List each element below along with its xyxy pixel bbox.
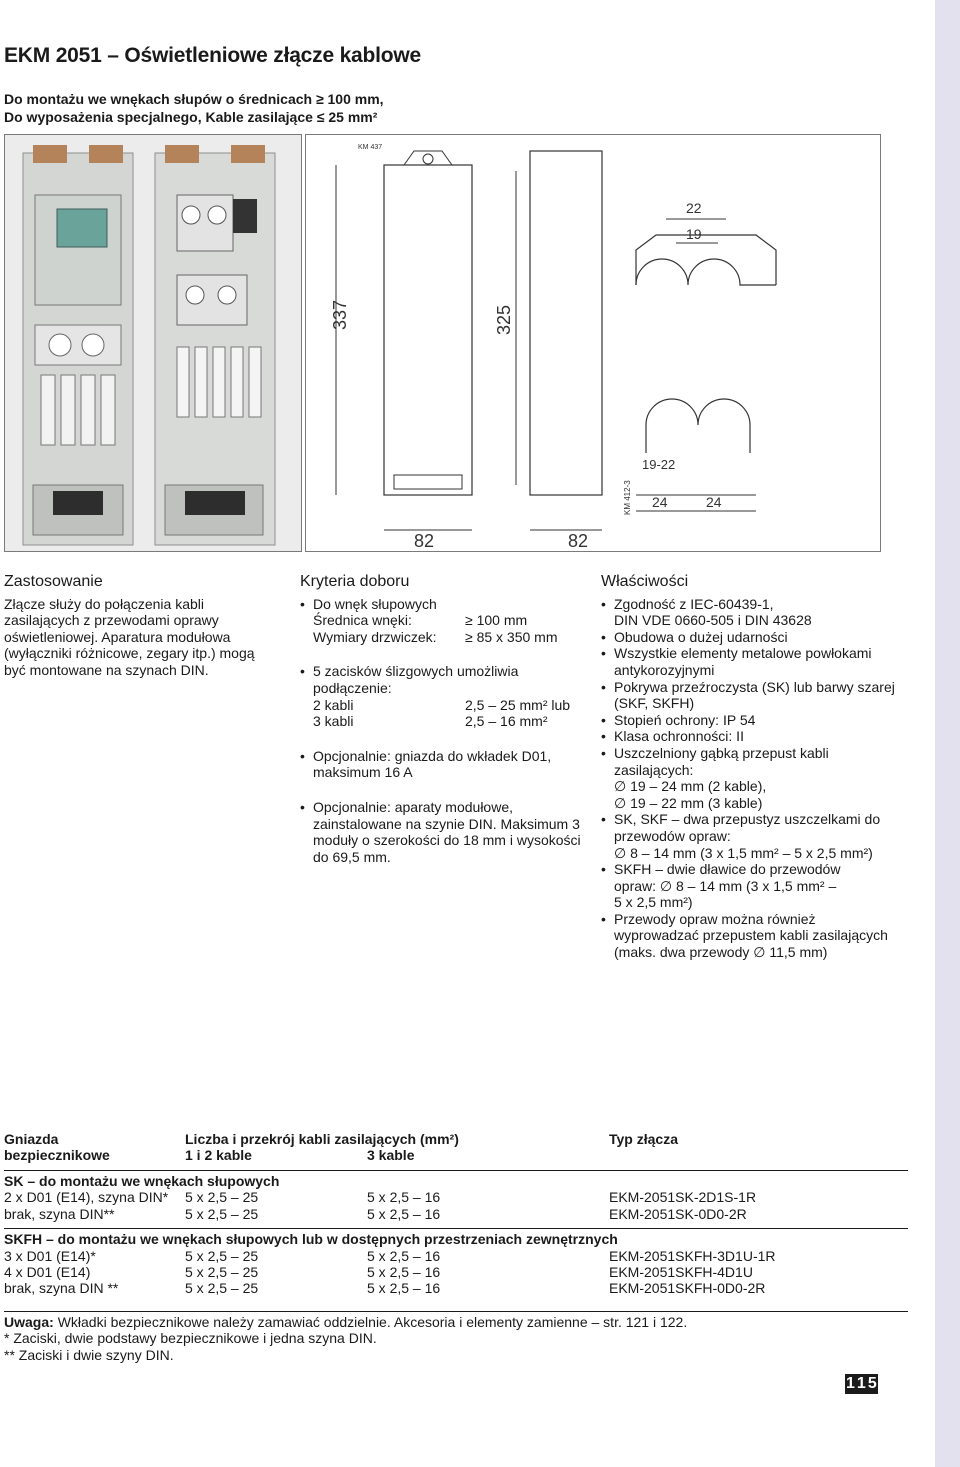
section-zastosowanie <box>4 574 274 679</box>
kryteria-item-aparaty: • Opcjonalnie: aparaty modułowe, zainstalowane na szynie DIN. Maksimum 3 moduły o szerokości do 18 mm i wysokości do 69,5 mm. <box>300 799 590 865</box>
kryteria-item-gniazda: • Opcjonalnie: gniazda do wkładek D01, maksimum 16 A <box>300 748 590 781</box>
table-row: brak, szyna DIN** 5 x 2,5 – 25 5 x 2,5 – 16 EKM-2051SK-0D0-2R <box>4 1205 747 1222</box>
notes <box>4 1311 908 1363</box>
table-header-row-1: Gniazda Liczba i przekrój kabli zasilających (mm²) Typ złącza <box>4 1131 678 1147</box>
technical-drawing <box>305 134 881 552</box>
table-section-skfh: SKFH – do montażu we wnękach słupowych lub w dostępnych przestrzeniach zewnętrznych <box>4 1229 908 1248</box>
table-row: brak, szyna DIN ** 5 x 2,5 – 25 5 x 2,5 – 16 EKM-2051SKFH-0D0-2R <box>4 1280 766 1297</box>
side-color-bar <box>935 0 960 1467</box>
section-kryteria <box>300 574 590 883</box>
dim-82-left: 82 <box>414 531 435 551</box>
zastosowanie-heading: Zastosowanie <box>4 573 103 590</box>
wlasciwosci-heading: Właściwości <box>601 573 689 590</box>
dim-337: 337 <box>330 299 350 330</box>
table-row: 4 x D01 (E14) 5 x 2,5 – 25 5 x 2,5 – 16 EKM-2051SKFH-4D1U <box>4 1264 753 1281</box>
dim-24-right: 24 <box>706 494 722 510</box>
wl-item-4: • Pokrywa przeźroczysta (SK) lub barwy szarej (SKF, SKFH) <box>601 679 901 712</box>
zastosowanie-text: Złącze służy do połączenia kabli zasilających z przewodami oprawy oświetleniowej. Aparatura modułowa (wyłączniki różnicowe, zegary itp.) mogą być montowane na szynach DIN. <box>4 595 255 678</box>
dim-24-left: 24 <box>652 494 668 510</box>
table-row: 3 x D01 (E14)* 5 x 2,5 – 25 5 x 2,5 – 16 EKM-2051SKFH-3D1U-1R <box>4 1247 776 1264</box>
subtitle-line-1: Do montażu we wnękach słupów o średnicach ≥ 100 mm, <box>4 91 384 107</box>
dim-82-right: 82 <box>568 531 589 551</box>
wl-item-5: • Stopień ochrony: IP 54 <box>601 712 901 729</box>
wlasciwosci-list <box>601 596 901 961</box>
table-row: 2 x D01 (E14), szyna DIN* 5 x 2,5 – 25 5 x 2,5 – 16 EKM-2051SK-2D1S-1R <box>4 1189 757 1206</box>
section-wlasciwosci <box>601 574 901 961</box>
table-header-row-2: bezpiecznikowe 1 i 2 kable 3 kable <box>4 1147 415 1164</box>
kryteria-item-wneki: • Do wnęk słupowych Średnica wnęki: ≥ 100 mm Wymiary drzwiczek: ≥ 85 x 350 mm <box>300 596 590 646</box>
product-photo <box>4 134 302 552</box>
wl-item-3: • Wszystkie elementy metalowe powłokami antykorozyjnymi <box>601 645 901 678</box>
wl-item-2: • Obudowa o dużej udarności <box>601 629 901 646</box>
page-subtitle <box>4 90 384 126</box>
note-uwaga: Uwaga: Wkładki bezpiecznikowe należy zamawiać oddzielnie. Akcesoria i elementy zamienne – str. 121 i 122. <box>4 1314 688 1330</box>
page-number: 1 1 5 <box>846 1375 877 1392</box>
wl-item-6: • Klasa ochronności: II <box>601 728 901 745</box>
wl-item-9: • SKFH – dwie dławice do przewodów opraw: ∅ 8 – 14 mm (3 x 1,5 mm² – 5 x 2,5 mm²) <box>601 861 901 911</box>
kryteria-list <box>300 596 590 866</box>
subtitle-line-2: Do wyposażenia specjalnego, Kable zasilające ≤ 25 mm² <box>4 109 378 125</box>
dim-top-22: 22 <box>686 200 702 216</box>
technical-drawing-illustration <box>306 135 881 552</box>
note-2: ** Zaciski i dwie szyny DIN. <box>4 1346 174 1363</box>
dim-top-19: 19 <box>686 226 702 242</box>
wl-item-8: • SK, SKF – dwa przepustyz uszczelkami do przewodów opraw: ∅ 8 – 14 mm (3 x 1,5 mm² – 5 x 2,5 mm²) <box>601 811 901 861</box>
dim-19-22: 19-22 <box>642 457 676 472</box>
kryteria-heading: Kryteria doboru <box>300 573 410 590</box>
table-section-sk: SK – do montażu we wnękach słupowych <box>4 1171 908 1190</box>
wl-item-7: • Uszczelniony gąbką przepust kabli zasilających: ∅ 19 – 24 mm (2 kable), ∅ 19 – 22 mm (3 kable) <box>601 745 901 811</box>
wl-item-1: • Zgodność z IEC-60439-1, DIN VDE 0660-505 i DIN 43628 <box>601 596 901 629</box>
label-km4123: KM 412-3 <box>623 480 632 515</box>
page-title: EKM 2051 – Oświetleniowe złącze kablowe <box>4 44 422 67</box>
wl-item-10: • Przewody opraw można również wyprowadzać przepustem kabli zasilających (maks. dwa przewody ∅ 11,5 mm) <box>601 911 901 961</box>
order-table <box>4 1131 908 1297</box>
dim-325: 325 <box>494 304 514 335</box>
product-photo-illustration <box>5 135 302 552</box>
label-km437: KM 437 <box>358 144 383 151</box>
kryteria-item-zaciski: • 5 zacisków ślizgowych umożliwia podłączenie: 2 kabli 2,5 – 25 mm² lub 3 kabli 2,5 – 16 mm² <box>300 663 590 729</box>
note-1: * Zaciski, dwie podstawy bezpiecznikowe i jedna szyna DIN. <box>4 1330 377 1347</box>
